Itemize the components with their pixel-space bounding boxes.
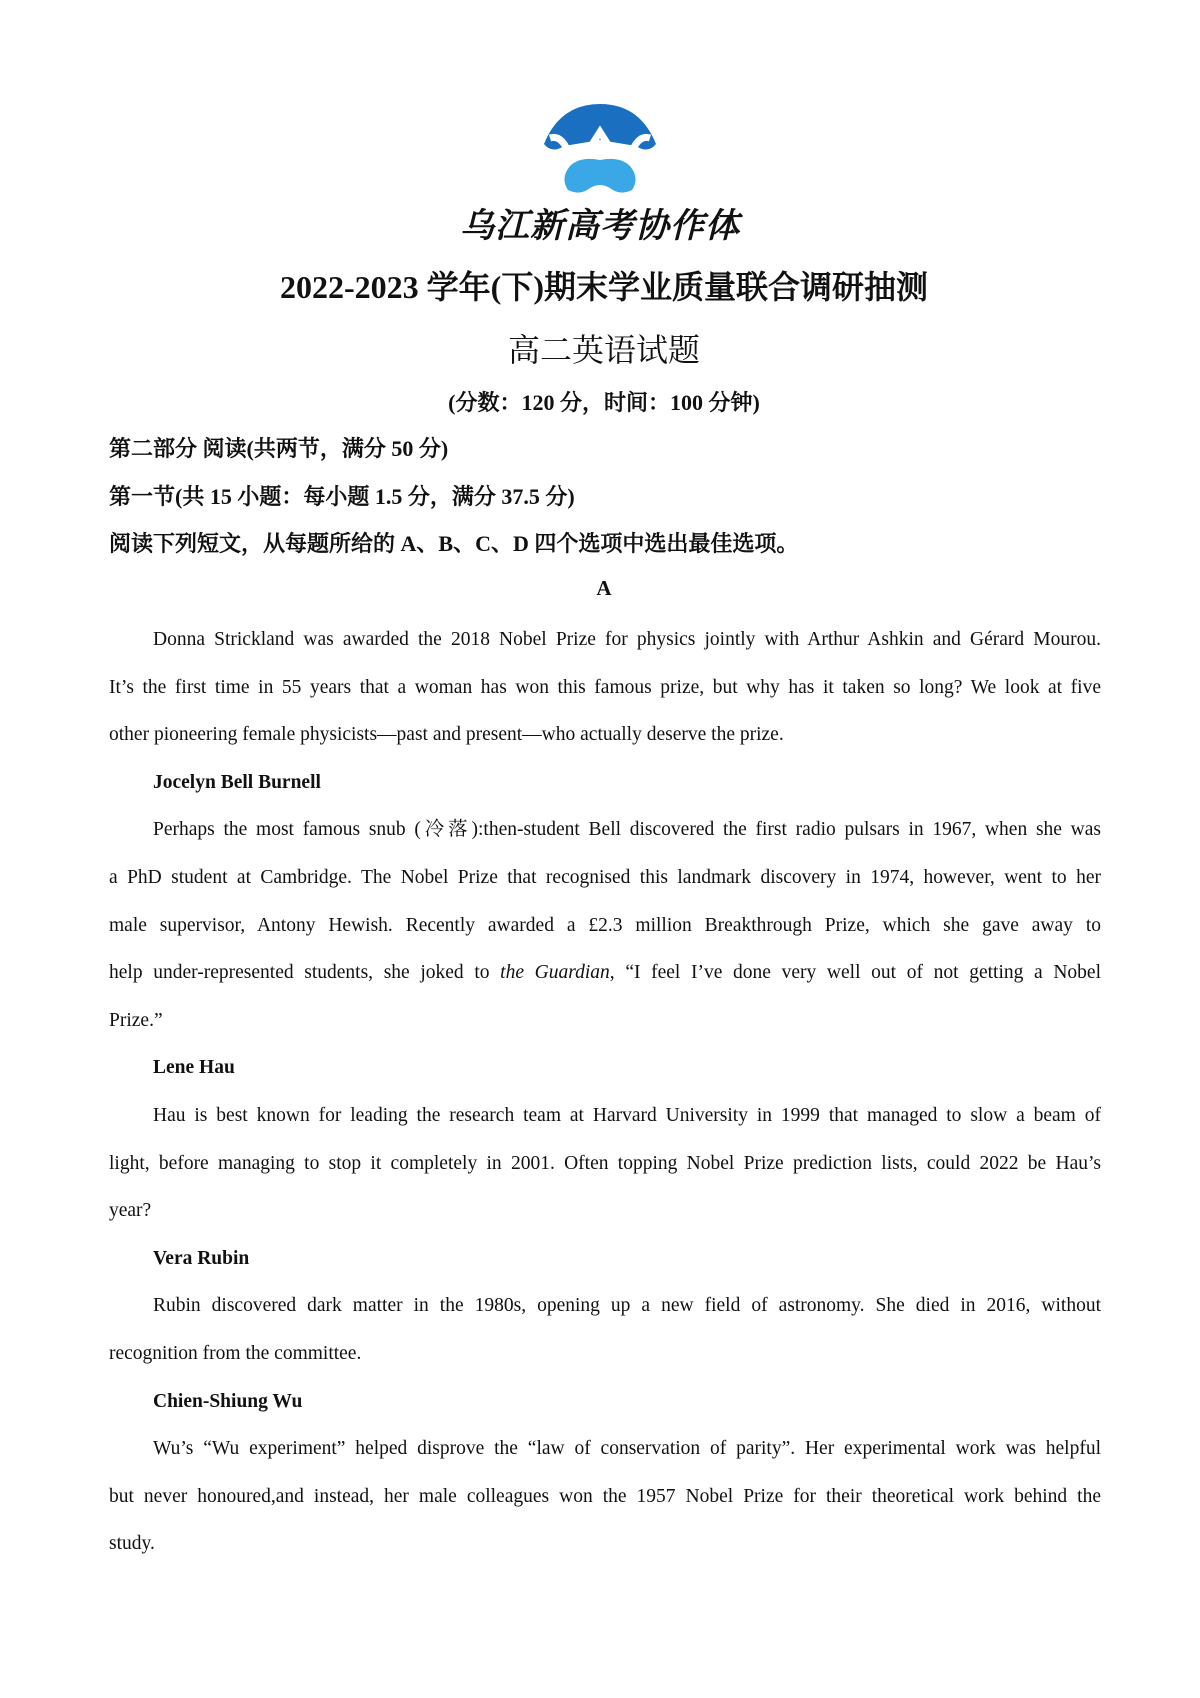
physicist-name: Lene Hau — [153, 1057, 235, 1079]
exam-title: 2022-2023 学年(下)期末学业质量联合调研抽测 — [280, 269, 928, 305]
passage-line: male supervisor, Antony Hewish. Recently awarded a £2.3 million Breakthrough Prize, which she gave away to — [109, 914, 1101, 936]
physicist-name: Vera Rubin — [153, 1247, 250, 1269]
part-heading: 第二部分 阅读(共两节，满分 50 分) — [109, 436, 449, 461]
physicist-name: Jocelyn Bell Burnell — [153, 771, 321, 793]
passage-line: light, before managing to stop it completely in 2001. Often topping Nobel Prize prediction lists, could 2022 be Hau’s — [109, 1152, 1101, 1174]
passage-line: Donna Strickland was awarded the 2018 Nobel Prize for physics jointly with Arthur Ashkin and Gérard Mourou. — [153, 629, 1101, 650]
exam-subtitle: 高二英语试题 — [507, 332, 700, 368]
passage-line: Prize.” — [109, 1009, 163, 1031]
publication-name: the Guardian — [500, 962, 610, 984]
score-info: (分数：120 分，时间：100 分钟) — [448, 390, 760, 415]
section-heading: 第一节(共 15 小题：每小题 1.5 分，满分 37.5 分) — [109, 484, 575, 509]
logo-text: 乌江新高考协作体 — [460, 206, 740, 246]
passage-line: Wu’s “Wu experiment” helped disprove the “law of conservation of parity”. Her experimental work was helpful — [153, 1438, 1101, 1460]
passage-line: help under-represented students, she joked to the Guardian, “I feel I’ve done very well out of not getting a Nobel — [109, 962, 1101, 984]
passage-line: It’s the first time in 55 years that a woman has won this famous prize, but why has it taken so long? We look at five — [109, 676, 1101, 698]
passage-body — [109, 616, 1101, 1568]
physicist-name: Chien-Shiung Wu — [153, 1390, 303, 1412]
passage-line: but never honoured,and instead, her male colleagues won the 1957 Nobel Prize for their theoretical work behind the — [109, 1485, 1101, 1507]
passage-line: Rubin discovered dark matter in the 1980s, opening up a new field of astronomy. She died in 2016, without — [153, 1295, 1101, 1317]
passage-line: year? — [109, 1200, 152, 1222]
passage-line: other pioneering female physicists—past and present—who actually deserve the prize. — [109, 724, 784, 746]
passage-line: study. — [109, 1533, 155, 1555]
logo-icon — [540, 104, 660, 196]
instruction: 阅读下列短文，从每题所给的 A、B、C、D 四个选项中选出最佳选项。 — [109, 531, 799, 556]
passage-line: Hau is best known for leading the research team at Harvard University in 1999 that managed to slow a beam of — [153, 1104, 1101, 1126]
passage-line: a PhD student at Cambridge. The Nobel Prize that recognised this landmark discovery in 1974, however, went to her — [109, 866, 1101, 888]
passage-label: A — [596, 576, 612, 600]
passage-line: recognition from the committee. — [109, 1342, 362, 1364]
passage-line: Perhaps the most famous snub (冷落):then-student Bell discovered the first radio pulsars in 1967, when she was — [153, 819, 1101, 841]
